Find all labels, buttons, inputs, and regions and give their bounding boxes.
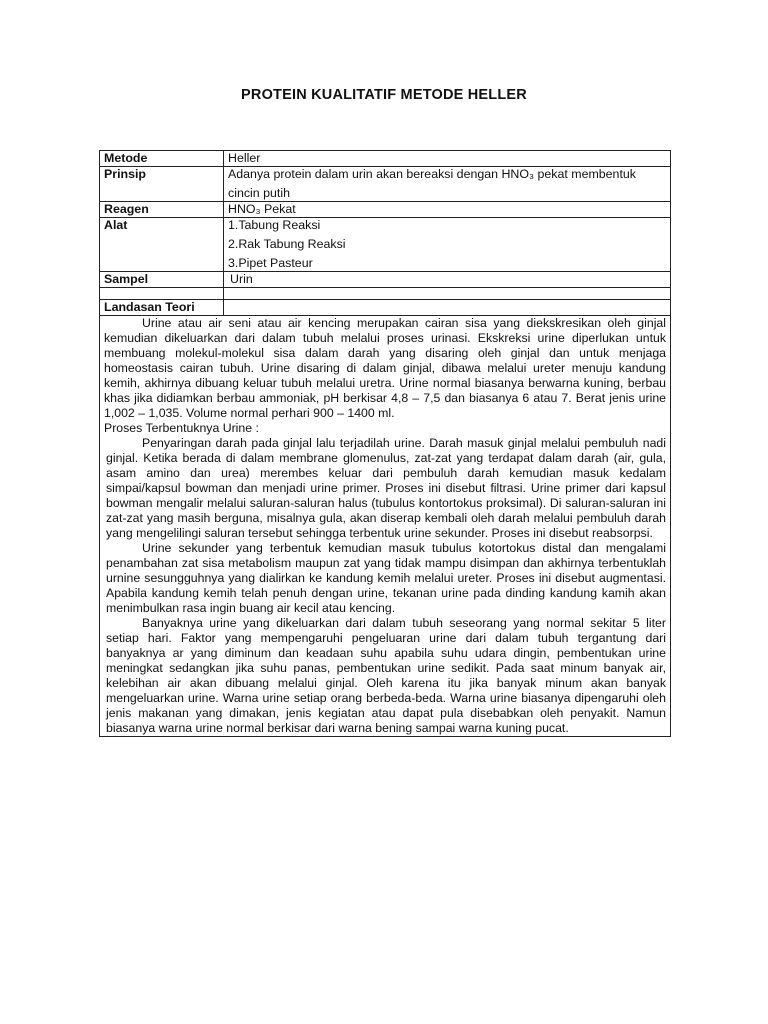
section-heading: Proses Terbentuknya Urine : [104, 421, 259, 435]
value-sampel: Urin [224, 272, 671, 288]
value-reagen: HNO₃ Pekat [224, 202, 671, 218]
alat-item: 2.Rak Tabung Reaksi [228, 237, 346, 251]
paragraph-1: Urine atau air seni atau air kencing merupakan cairan sisa yang diekskresikan oleh ginjal kemudian dikeluarkan dari dalam tubuh melalui proses urinasi. Ekskreksi urine diperlukan untuk membuang molekul-molekul sisa dalam darah yang disaring oleh ginjal dan untuk menjaga homeostasis cairan tubuh. Urine disaring di dalam ginjal, dibawa melalui ureter menuju kandung kemih, akhirnya dibuang keluar tubuh melalui uretra. Urine normal biasanya berwarna kuning, berbau khas jika didiamkan berbau ammoniak, pH berkisar 4,8 – 7,5 dan biasanya 6 atau 7. Berat jenis urine 1,002 – 1,035. Volume normal perhari 900 – 1400 ml. [104, 316, 666, 420]
row-spacer [100, 288, 671, 300]
paragraph-2: Penyaringan darah pada ginjal lalu terjadilah urine. Darah masuk ginjal melalui pembuluh nadi ginjal. Ketika berada di dalam membrane glomenulus, zat-zat yang terdapat dalam darah (air, gula, asam amino dan urea) merembes keluar dari pembuluh darah kemudian masuk kedalam simpai/kapsul bowman dan menjadi urine primer. Proses ini disebut filtrasi. Urine primer dari kapsul bowman mengalir melalui saluran-saluran halus (tubulus kontortokus proksimal). Di saluran-saluran ini zat-zat yang masih berguna, misalnya gula, akan diserap kembali oleh darah melalui pembuluh darah yang mengelilingi saluran tersebut sehingga terbentuk urine sekunder. Proses ini disebut reabsorpsi. [106, 436, 666, 540]
paragraph-4: Banyaknya urine yang dikeluarkan dari dalam tubuh seseorang yang normal sekitar 5 liter setiap hari. Faktor yang mempengaruhi pengeluaran urine dari dalam tubuh tergantung dari banyaknya ar yang diminum dan keadaan suhu apabila suhu udara dingin, pembentukan urine meningkat sedangkan jika suhu panas, pembentukan urine sedikit. Pada saat minum banyak air, kelebihan air akan dibuang melalui ginjal. Oleh karena itu jika banyak minum akan banyak mengeluarkan urine. Warna urine setiap orang berbeda-beda. Warna urine biasanya dipengaruhi oleh jenis makanan yang dimakan, jenis kegiatan atau dapat pula disebabkan oleh penyakit. Namun biasanya warna urine normal berkisar dari warna bening sampai warna kuning pucat. [106, 616, 666, 735]
row-metode [100, 151, 671, 167]
value-alat [224, 218, 671, 272]
landasan-teori-body [100, 316, 671, 737]
paragraph-3: Urine sekunder yang terbentuk kemudian masuk tubulus kotortokus distal dan mengalami penambahan zat sisa metabolism maupun zat yang tidak mampu disimpan dan akhirnya terbentuklah urnine sesungguhnya yang dialirkan ke kandung kemih melalui ureter. Proses ini disebut augmentasi. Apabila kandung kemih telah penuh dengan urine, tekanan urine pada dinding kandung kamih akan menimbulkan rasa ingin buang air kecil atau kencing. [106, 541, 666, 615]
label-metode: Metode [100, 151, 224, 167]
row-prinsip [100, 167, 671, 202]
label-reagen: Reagen [100, 202, 224, 218]
value-prinsip [224, 167, 671, 202]
value-metode: Heller [224, 151, 671, 167]
label-alat: Alat [100, 218, 224, 272]
row-reagen [100, 202, 671, 218]
row-landasan [100, 300, 671, 316]
prinsip-line-1: Adanya protein dalam urin akan bereaksi dengan HNO₃ pekat membentuk [228, 167, 636, 181]
label-sampel: Sampel [100, 272, 224, 288]
alat-item: 1.Tabung Reaksi [228, 218, 321, 232]
label-landasan-teori: Landasan Teori [100, 300, 224, 316]
document-title: PROTEIN KUALITATIF METODE HELLER [241, 87, 527, 103]
row-body [100, 316, 671, 737]
prinsip-line-2: cincin putih [228, 186, 290, 200]
row-sampel [100, 272, 671, 288]
alat-item: 3.Pipet Pasteur [228, 256, 313, 270]
row-alat [100, 218, 671, 272]
label-prinsip: Prinsip [100, 167, 224, 202]
info-table [99, 150, 671, 737]
